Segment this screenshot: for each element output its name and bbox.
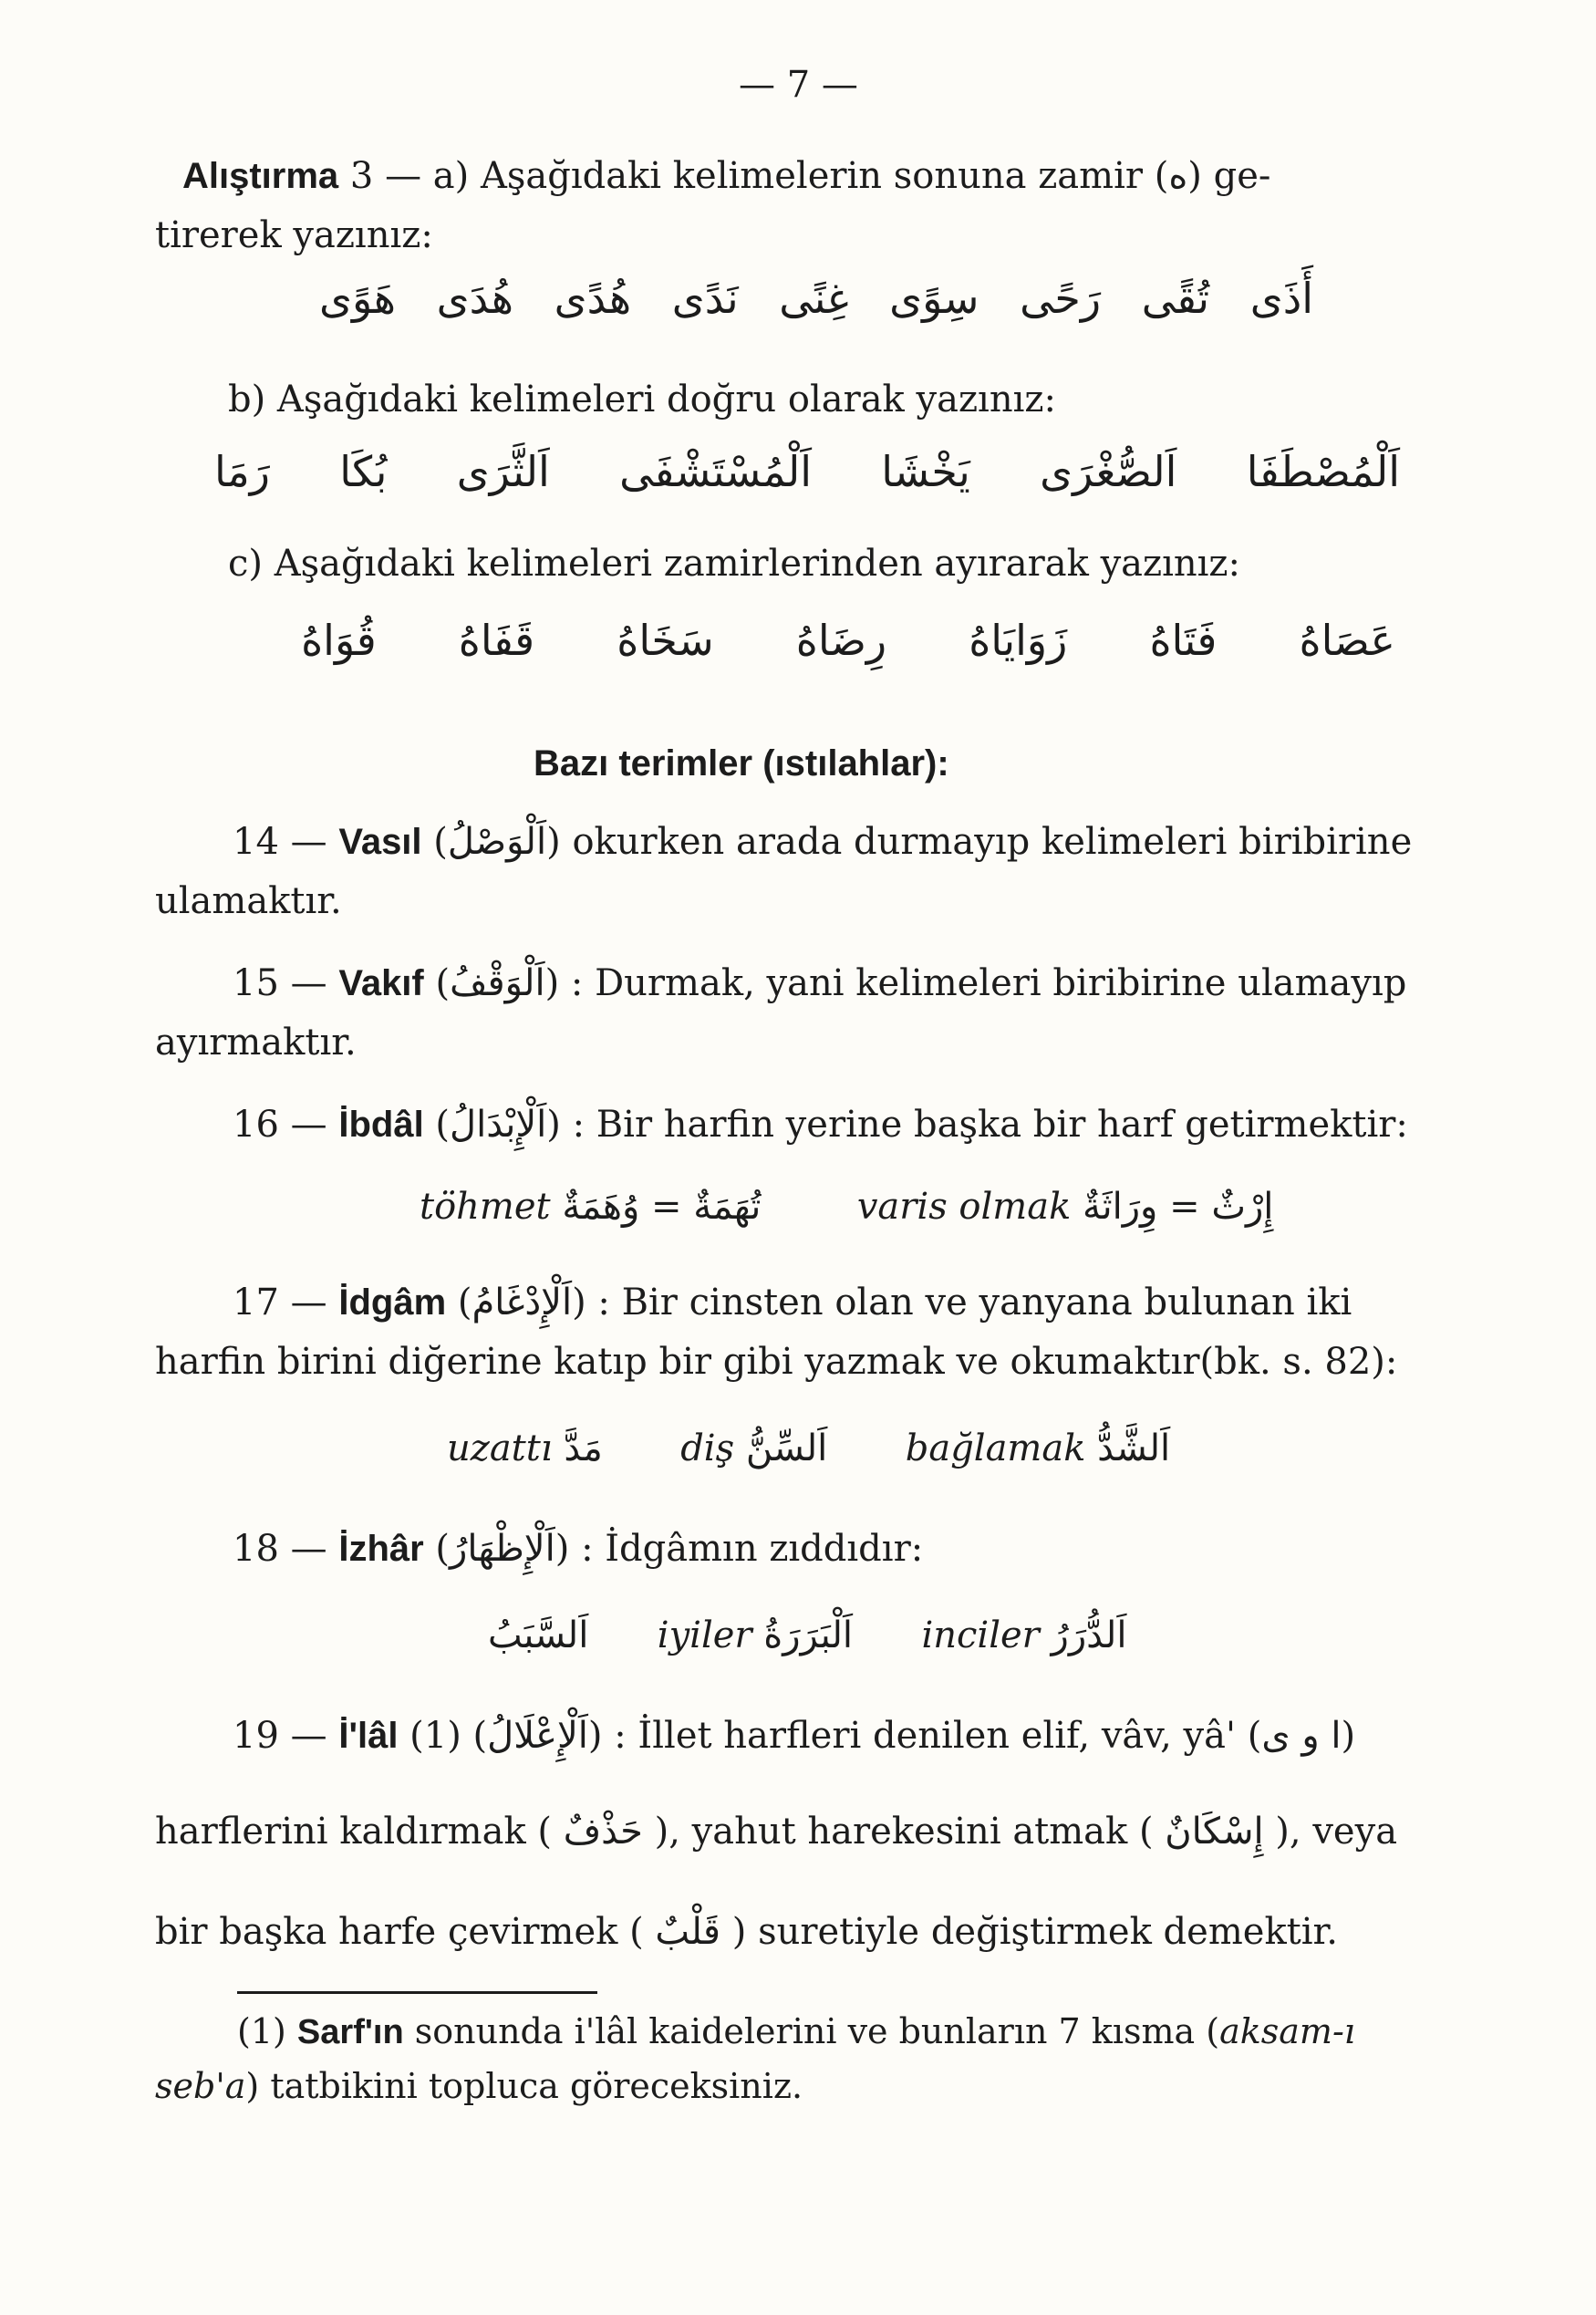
term-text: ) suretiyle değiştirmek demektir. — [731, 1911, 1338, 1953]
footnote — [237, 2011, 1355, 2052]
term-name: Vakıf — [338, 963, 424, 1003]
footnote-text: ) tatbikini topluca göreceksiniz. — [245, 2066, 803, 2106]
word: قُوَاهُ — [301, 616, 377, 665]
term-arabic: اَلْإِبْدَالُ — [450, 1104, 547, 1146]
exercise-a-line2: tirerek yazınız: — [155, 214, 433, 256]
word: هُدًى — [554, 274, 632, 323]
term-16: 16 — İbdâl (اَلْإِبْدَالُ) : Bir harfin yerine başka bir harf getirmektir: — [233, 1104, 1408, 1146]
word: سَخَاهُ — [617, 616, 714, 665]
term-arabic: اَلْوَصْلُ — [447, 821, 547, 863]
word: رِضَاهُ — [795, 616, 887, 665]
word: رَحًى — [1020, 274, 1102, 323]
term-text: : İdgâmın zıddıdır: — [581, 1528, 924, 1570]
word: قَفَاهُ — [458, 616, 535, 665]
term-17: 17 — İdgâm (اَلْإِدْغَامُ) : Bir cinsten olan ve yanyana bulunan iki — [233, 1282, 1352, 1324]
footnote-cont — [155, 2066, 803, 2106]
term-text: : Bir harfin yerine başka bir harf getirmektir: — [572, 1104, 1408, 1146]
word: أَذَى — [1249, 274, 1313, 323]
term-18-examples — [488, 1614, 1126, 1656]
term-name: İzhâr — [338, 1529, 424, 1569]
example-ar: اَلدُّرَرُ — [1051, 1614, 1127, 1656]
term-17-cont: harfin birini diğerine katıp bir gibi yazmak ve okumaktır(bk. s. 82): — [155, 1341, 1398, 1383]
example-gloss: uzattı — [447, 1427, 553, 1469]
exercise-instruction-a — [182, 155, 1270, 197]
example-gloss: töhmet — [420, 1186, 551, 1228]
example-ar: اَلْبَرَرَةُ — [763, 1614, 853, 1656]
term-19-line3 — [155, 1911, 1338, 1953]
footnote-bold-word: Sarf'ın — [296, 2013, 404, 2051]
term-text: ), yahut harekesini atmak ( — [654, 1811, 1154, 1853]
term-text: harflerini kaldırmak ( — [155, 1811, 552, 1853]
example-ar: اَلشَّدُّ — [1097, 1427, 1171, 1469]
term-text: : İllet harfleri denilen elif, vâv, yâ' (ا و ى) — [614, 1715, 1356, 1757]
example-ar: اَلسِّنُّ — [745, 1427, 828, 1469]
word: اَلصُّغْرَى — [1040, 447, 1177, 496]
word: اَلْمُصْطَفَا — [1246, 447, 1400, 496]
example-from: إِرْثٌ — [1211, 1186, 1274, 1228]
word: زَوَايَاهُ — [969, 616, 1068, 665]
word: اَلْمُسْتَشْفَى — [619, 447, 813, 496]
exercise-c-instruction: c) Aşağıdaki kelimeleri zamirlerinden ayırarak yazınız: — [228, 543, 1240, 585]
term-19-line2 — [155, 1811, 1397, 1853]
term-text: ), veya — [1275, 1811, 1398, 1853]
term-number: 15 — — [233, 962, 327, 1004]
example-ar: مَدَّ — [564, 1427, 603, 1469]
footnote-mark: (1) — [237, 2011, 286, 2051]
term-name: İdgâm — [338, 1282, 447, 1323]
term-text: : Bir cinsten olan ve yanyana bulunan iki — [597, 1282, 1352, 1324]
example-ar: اَلسَّبَبُ — [488, 1614, 589, 1656]
term-number: 19 — — [233, 1715, 327, 1757]
example-to: وُهَمَةٌ — [562, 1186, 640, 1228]
term-text: bir başka harfe çevirmek ( — [155, 1911, 644, 1953]
exercise-a-line1: — a) Aşağıdaki kelimelerin sonuna zamir (ه) ge- — [385, 155, 1271, 197]
term-19: 19 — İ'lâl (1) (اَلْإِعْلَالُ) : İllet harfleri denilen elif, vâv, yâ' (ا و ى) — [233, 1715, 1356, 1757]
page-number: — 7 — — [739, 64, 858, 106]
word: سِوًى — [889, 274, 979, 323]
terms-heading: Bazı terimler (ıstılahlar): — [534, 743, 949, 784]
word: غِنًى — [779, 274, 849, 323]
example-gloss: diş — [680, 1427, 735, 1469]
word: هَوًى — [319, 274, 397, 323]
word: اَلثَّرَى — [456, 447, 550, 496]
footnote-italic: aksam-ı — [1219, 2011, 1355, 2051]
footnote-ref: (1) — [409, 1715, 461, 1757]
exercise-c-words — [301, 616, 1395, 665]
term-text: okurken arada durmayıp kelimeleri biribirine — [572, 821, 1413, 863]
term-18: 18 — İzhâr (اَلْإِظْهَارُ) : İdgâmın zıddıdır: — [233, 1528, 924, 1570]
word: هُدَى — [436, 274, 514, 323]
term-15: 15 — Vakıf (اَلْوَقْفُ) : Durmak, yani kelimeleri biribirine ulamayıp — [233, 962, 1407, 1004]
example-gloss: inciler — [921, 1614, 1040, 1656]
term-number: 16 — — [233, 1104, 327, 1146]
word: تُقًى — [1141, 274, 1210, 323]
term-arabic: اَلْوَقْفُ — [450, 962, 545, 1004]
example-gloss: bağlamak — [905, 1427, 1086, 1469]
footnote-text: sonunda i'lâl kaidelerini ve bunların 7 kısma ( — [414, 2011, 1220, 2051]
word: فَتَاهُ — [1149, 616, 1218, 665]
example-gloss: varis olmak — [856, 1186, 1072, 1228]
term-name: İbdâl — [338, 1105, 424, 1145]
footnote-divider — [237, 1991, 597, 1994]
word: نَدًى — [671, 274, 739, 323]
term-17-examples — [447, 1427, 1170, 1469]
term-arabic: اَلْإِدْغَامُ — [472, 1282, 573, 1324]
word: عَصَاهُ — [1299, 616, 1395, 665]
term-number: 18 — — [233, 1528, 327, 1570]
word: رَمَا — [214, 447, 270, 496]
term-number: 17 — — [233, 1282, 327, 1324]
footnote-italic: seb'a — [155, 2066, 246, 2106]
term-arabic: حَذْفٌ — [563, 1811, 643, 1853]
word: يَخْشَا — [881, 447, 970, 496]
word: بُكَا — [339, 447, 388, 496]
exercise-b-instruction: b) Aşağıdaki kelimeleri doğru olarak yazınız: — [228, 379, 1056, 420]
term-14: 14 — Vasıl (اَلْوَصْلُ) okurken arada durmayıp kelimeleri biribirine — [233, 821, 1413, 863]
term-arabic: اَلْإِظْهَارُ — [450, 1528, 555, 1570]
example-to: وِرَاثَةٌ — [1083, 1186, 1158, 1228]
term-15-cont: ayırmaktır. — [155, 1022, 357, 1064]
example-from: تُهَمَةٌ — [693, 1186, 762, 1228]
exercise-b-words — [214, 447, 1400, 496]
term-number: 14 — — [233, 821, 327, 863]
exercise-title: Alıştırma — [182, 156, 339, 196]
term-14-cont: ulamaktır. — [155, 880, 342, 922]
term-text: : Durmak, yani kelimeleri biribirine ulamayıp — [570, 962, 1407, 1004]
term-arabic: قَلْبٌ — [655, 1911, 721, 1953]
term-arabic: إِسْكَانٌ — [1165, 1811, 1264, 1853]
example-gloss: iyiler — [657, 1614, 752, 1656]
term-16-examples: töhmet تُهَمَةٌ = وُهَمَةٌ varis olmak إِرْثٌ = وِرَاثَةٌ — [420, 1186, 1274, 1228]
term-name: Vasıl — [338, 822, 422, 862]
term-arabic: اَلْإِعْلَالُ — [487, 1715, 588, 1757]
exercise-number: 3 — [349, 155, 374, 197]
term-name: İ'lâl — [338, 1716, 399, 1756]
exercise-a-words — [319, 274, 1313, 323]
